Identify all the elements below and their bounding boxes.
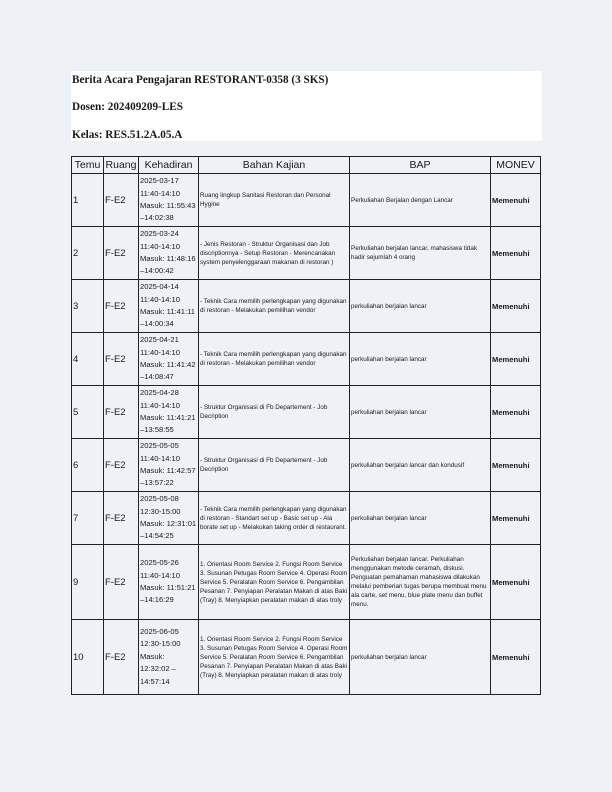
cell-monev: Memenuhi: [491, 545, 541, 620]
col-header-kehadiran: Kehadiran: [139, 157, 199, 174]
kehadiran-line: –14:08:47: [140, 372, 174, 382]
cell-kehadiran: [139, 333, 199, 386]
kehadiran-line: –14:00:34: [140, 319, 174, 329]
cell-temu: 9: [72, 545, 104, 620]
class-line: Kelas: RES.51.2A.05.A: [72, 129, 183, 141]
col-header-bahan-kajian: Bahan Kajian: [199, 157, 350, 174]
kehadiran-line: 14:57:14: [140, 676, 170, 686]
cell-temu: 5: [72, 386, 104, 439]
cell-bahan-kajian: 1. Orientasi Room Service 2. Fungsi Room Service 3. Susunan Petugas Room Service 4. Operasi Room Service 5. Peralatan Room Service 6. Pengambilan Pesanan 7. Penyiapan Peralatan Makan di atas Baki (Tray) 8. Menyiapkan peralatan makan di atas troly: [199, 545, 350, 620]
cell-monev: Memenuhi: [491, 227, 541, 280]
cell-monev: Memenuhi: [491, 439, 541, 492]
kehadiran-line: 2025-04-21: [140, 335, 179, 345]
cell-monev: Memenuhi: [491, 492, 541, 545]
kehadiran-line: 11:40-14:10: [140, 241, 180, 251]
cell-bahan-kajian: - Teknik Cara memilih perlengkapan yang digunakan di restoran - Melakukan pemilihan vendor: [199, 333, 350, 386]
table-header-row: [72, 157, 541, 174]
table-row: [72, 439, 541, 492]
cell-temu: 6: [72, 439, 104, 492]
cell-monev: Memenuhi: [491, 386, 541, 439]
kehadiran-line: 12:32:02 –: [140, 664, 176, 674]
lecturer-line: Dosen: 202409209-LES: [72, 101, 183, 113]
table-row: [72, 386, 541, 439]
kehadiran-line: 11:40-14:10: [140, 294, 180, 304]
cell-monev: Memenuhi: [491, 174, 541, 227]
col-header-bap: BAP: [350, 157, 491, 174]
table-row: [72, 545, 541, 620]
kehadiran-line: 2025-05-26: [140, 558, 179, 568]
cell-temu: 4: [72, 333, 104, 386]
col-header-ruang: Ruang: [104, 157, 139, 174]
kehadiran-line: 11:40-14:10: [140, 188, 180, 198]
cell-ruang: F-E2: [104, 386, 139, 439]
table-row: [72, 227, 541, 280]
cell-bahan-kajian: - Struktur Organisasi di Fb Departement - Job Decription: [199, 386, 350, 439]
cell-ruang: F-E2: [104, 439, 139, 492]
table-row: [72, 492, 541, 545]
kehadiran-line: –14:02:38: [140, 213, 174, 223]
kehadiran-line: Masuk: 11:42:57: [140, 466, 196, 475]
cell-kehadiran: [139, 492, 199, 545]
cell-bap: perkuliahan berjalan lancar: [350, 333, 491, 386]
cell-bap: perkuliahan berjalan lancar: [350, 620, 491, 695]
cell-bahan-kajian: - Teknik Cara memilih perlengkapan yang digunakan di restoran - Standart set up - Basic set up - Ala borate set up - Melakukan taking order di restaurant.: [199, 492, 350, 545]
kehadiran-line: Masuk: 12:31:01: [140, 519, 197, 528]
cell-kehadiran: [139, 439, 199, 492]
cell-kehadiran: [139, 620, 199, 695]
document-header: [71, 71, 542, 141]
cell-temu: 1: [72, 174, 104, 227]
cell-bahan-kajian: - Struktur Organisasi di Fb Departement - Job Decription: [199, 439, 350, 492]
cell-kehadiran: [139, 174, 199, 227]
cell-bap: Perkuliahan berjalan lancar, mahasiswa tidak hadir sejumlah 4 orang: [350, 227, 491, 280]
kehadiran-line: –13:57:22: [140, 478, 174, 488]
kehadiran-line: Masuk: 11:41:42: [140, 360, 196, 369]
cell-bap: perkuliahan berjalan lancar: [350, 386, 491, 439]
cell-ruang: F-E2: [104, 492, 139, 545]
kehadiran-line: Masuk: 11:41:21: [140, 413, 196, 422]
cell-ruang: F-E2: [104, 545, 139, 620]
kehadiran-line: –13:58:55: [140, 425, 174, 435]
cell-kehadiran: [139, 545, 199, 620]
kehadiran-line: –14:00:42: [140, 266, 174, 276]
table-row: [72, 174, 541, 227]
kehadiran-line: 2025-06-05: [140, 626, 179, 636]
cell-monev: Memenuhi: [491, 280, 541, 333]
kehadiran-line: 12:30-15:00: [140, 639, 181, 649]
course-title: Berita Acara Pengajaran RESTORANT-0358 (3 SKS): [72, 74, 329, 86]
cell-ruang: F-E2: [104, 280, 139, 333]
kehadiran-line: 12:30-15:00: [140, 506, 181, 516]
kehadiran-line: Masuk: 11:55:43: [140, 201, 196, 210]
cell-bap: Perkuliahan Berjalan dengan Lancar: [350, 174, 491, 227]
cell-temu: 2: [72, 227, 104, 280]
kehadiran-line: 2025-03-24: [140, 229, 179, 239]
kehadiran-line: 2025-05-08: [140, 494, 179, 504]
cell-monev: Memenuhi: [491, 333, 541, 386]
kehadiran-line: 11:40-14:10: [140, 570, 180, 580]
kehadiran-line: 2025-04-14: [140, 282, 179, 292]
kehadiran-line: –14:16:29: [140, 595, 174, 605]
kehadiran-line: Masuk:: [140, 651, 165, 661]
kehadiran-line: 11:40-14:10: [140, 347, 180, 357]
cell-bap: perkuliahan berjalan lancar: [350, 492, 491, 545]
cell-bap: Perkuliahan berjalan lancar. Perkuliahan menggunakan metode ceramah, diskusi. Penguatan pemahaman mahasiswa dilakukan melalui pemberian tugas berupa membuat menu ala carte, set menu, blue plate menu dan buffet menu.: [350, 545, 491, 620]
table-row: [72, 280, 541, 333]
cell-ruang: F-E2: [104, 174, 139, 227]
cell-bap: perkuliahan berjalan lancar dan kondusif: [350, 439, 491, 492]
cell-bahan-kajian: - Teknik Cara memilih perlengkapan yang digunakan di restoran - Melakukan pemilihan vendor: [199, 280, 350, 333]
kehadiran-line: –14:54:25: [140, 531, 174, 541]
kehadiran-line: 11:40-14:10: [140, 453, 180, 463]
cell-monev: Memenuhi: [491, 620, 541, 695]
col-header-temu: Temu: [72, 157, 104, 174]
cell-temu: 7: [72, 492, 104, 545]
cell-ruang: F-E2: [104, 620, 139, 695]
kehadiran-line: Masuk: 11:41:11: [140, 307, 196, 316]
cell-temu: 10: [72, 620, 104, 695]
kehadiran-line: Masuk: 11:48:16: [140, 254, 196, 263]
cell-ruang: F-E2: [104, 333, 139, 386]
kehadiran-line: 2025-05-05: [140, 441, 179, 451]
table-row: [72, 620, 541, 695]
teaching-record-table: [71, 156, 541, 695]
cell-bahan-kajian: 1. Orientasi Room Service 2. Fungsi Room Service 3. Susunan Petugas Room Service 4. Operasi Room Service 5. Peralatan Room Service 6. Pengambilan Pesanan 7. Penyiapan Peralatan Makan di atas Baki (Tray) 8. Menyiapkan peralatan makan di atas troly: [199, 620, 350, 695]
cell-kehadiran: [139, 227, 199, 280]
cell-ruang: F-E2: [104, 227, 139, 280]
cell-kehadiran: [139, 386, 199, 439]
cell-bahan-kajian: - Jenis Restoran - Struktur Organisasi dan Job discriptionnya - Setup Restoran - Merencanakan system penyelenggaraan makanan di restoran ): [199, 227, 350, 280]
cell-kehadiran: [139, 280, 199, 333]
col-header-monev: MONEV: [491, 157, 541, 174]
table-row: [72, 333, 541, 386]
kehadiran-line: 11:40-14:10: [140, 400, 180, 410]
cell-bahan-kajian: Ruang lingkup Sanitasi Restoran dan Personal Hygine: [199, 174, 350, 227]
kehadiran-line: 2025-03-17: [140, 176, 179, 186]
kehadiran-line: Masuk: 11:51:21: [140, 583, 196, 592]
cell-bap: perkuliahan berjalan lancar: [350, 280, 491, 333]
kehadiran-line: 2025-04-28: [140, 388, 179, 398]
cell-temu: 3: [72, 280, 104, 333]
